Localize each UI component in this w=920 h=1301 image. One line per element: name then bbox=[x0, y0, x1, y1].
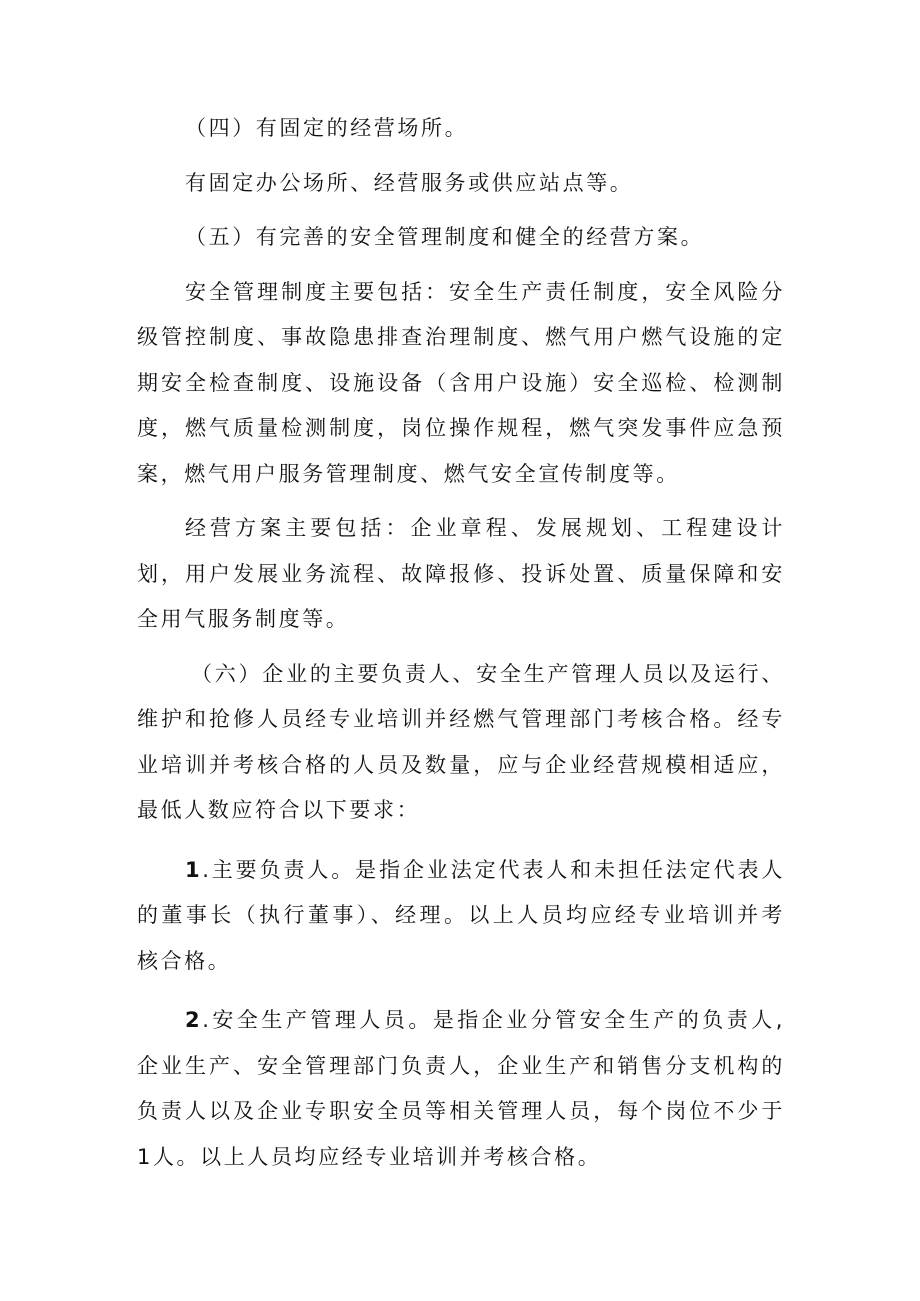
paragraph-fixed-premises-heading: （四）有固定的经营场所。 bbox=[185, 116, 469, 140]
paragraph-personnel-heading: （六）企业的主要负责人、安全生产管理人员以及运行、维护和抢修人员经专业培训并经燃气管理部门考核合格。经专业培训并考核合格的人员及数量，应与企业经营规模相适应，最低人数应符合以下要求： bbox=[137, 661, 785, 822]
paragraph-safety-system-detail: 安全管理制度主要包括：安全生产责任制度，安全风险分级管控制度、事故隐患排查治理制度、燃气用户燃气设施的定期安全检查制度、设施设备（含用户设施）安全巡检、检测制度，燃气质量检测制度，岗位操作规程，燃气突发事件应急预案，燃气用户服务管理制度、燃气安全宣传制度等。 bbox=[137, 279, 785, 486]
paragraph-operation-plan-detail: 经营方案主要包括：企业章程、发展规划、工程建设计划，用户发展业务流程、故障报修、投诉处置、质量保障和安全用气服务制度等。 bbox=[137, 516, 785, 631]
list-item bbox=[137, 848, 785, 985]
paragraph-safety-system-heading: （五）有完善的安全管理制度和健全的经营方案。 bbox=[185, 225, 705, 249]
document-body bbox=[137, 106, 785, 1180]
paragraph-fixed-premises-detail: 有固定办公场所、经营服务或供应站点等。 bbox=[185, 170, 634, 195]
list-item-text: .主要负责人。是指企业法定代表人和未担任法定代表人的董事长（执行董事）、经理。以上人员均应经专业培训并考核合格。 bbox=[137, 857, 785, 973]
list-item-number: 2 bbox=[185, 1008, 203, 1032]
list-item bbox=[137, 998, 785, 1180]
list-item-text: .安全生产管理人员。是指企业分管安全生产的负责人,企业生产、安全管理部门负责人，企业生产和销售分支机构的负责人以及企业专职安全员等相关管理人员，每个岗位不少于1人。以上人员均应经专业培训并考核合格。 bbox=[137, 1008, 785, 1169]
list-item-number: 1 bbox=[185, 857, 203, 882]
